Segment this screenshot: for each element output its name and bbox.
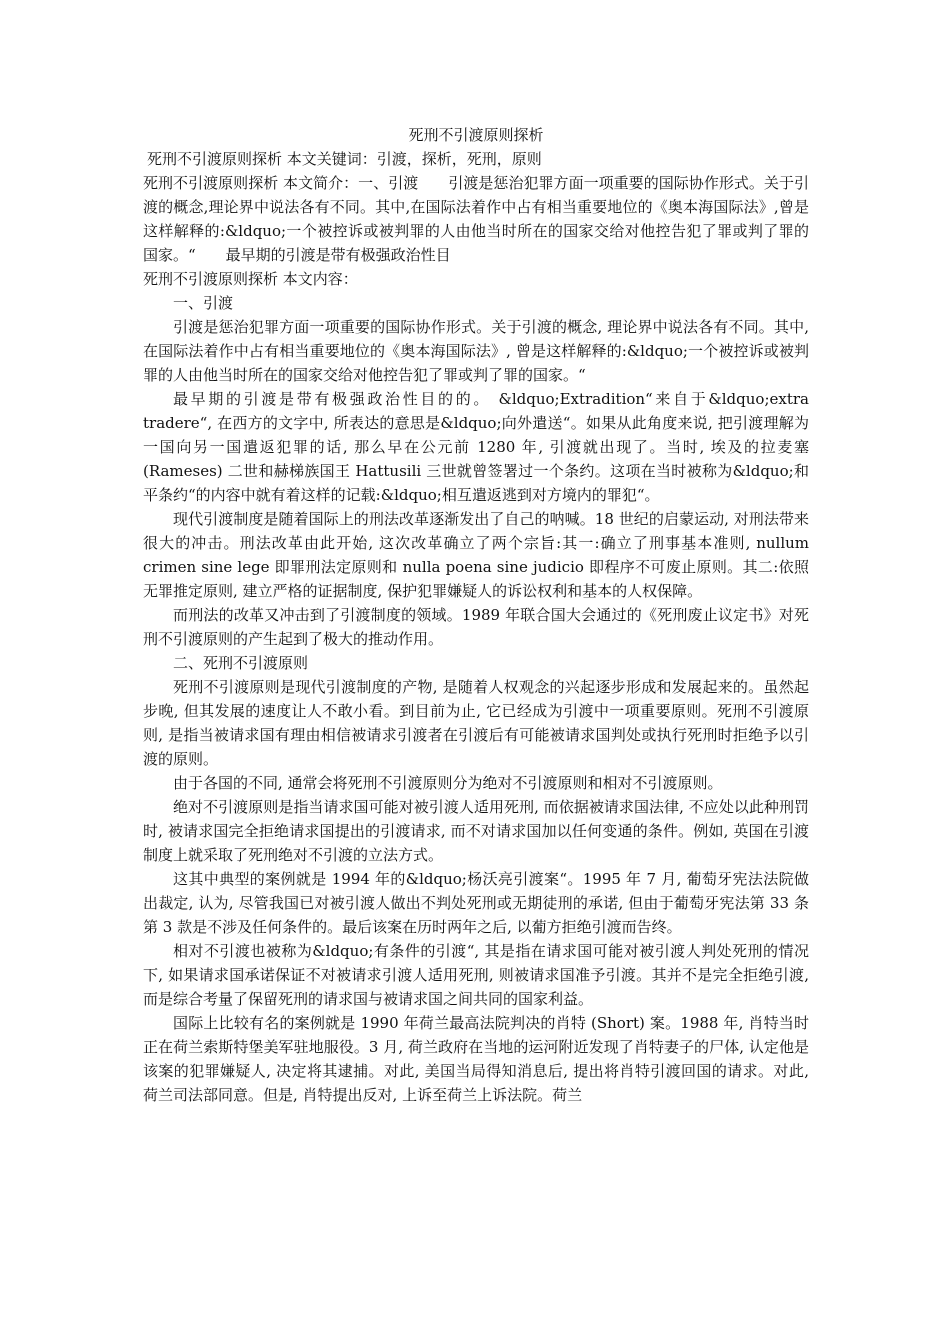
body-paragraph: 相对不引渡也被称为&ldquo;有条件的引渡“, 其是指在请求国可能对被引渡人判处死刑的情况下, 如果请求国承诺保证不对被请求引渡人适用死刑, 则被请求国准予引渡。其并不是完全拒绝引渡, 而是综合考量了保留死刑的请求国与被请求国之间共同的国家利益。: [143, 942, 809, 1008]
body-paragraph: 引渡是惩治犯罪方面一项重要的国际协作形式。关于引渡的概念, 理论界中说法各有不同。其中, 在国际法着作中占有相当重要地位的《奥本海国际法》, 曾是这样解释的:&ldquo;一个被控诉或被判罪的人由他当时所在的国家交给对他控告犯了罪或判了罪的国家。“: [143, 318, 809, 384]
body-paragraph: 这其中典型的案例就是 1994 年的&ldquo;杨沃亮引渡案“。1995 年 7 月, 葡萄牙宪法法院做出裁定, 认为, 尽管我国已对被引渡人做出不判处死刑或无期徒刑的承诺, 但由于葡萄牙宪法第 33 条第 3 款是不涉及任何条件的。最后该案在历时两年之后, 以葡方拒绝引渡而告终。: [143, 870, 809, 936]
body-paragraph: 最早期的引渡是带有极强政治性目的的。 &ldquo;Extradition“来自于&ldquo;extra tradere“, 在西方的文字中, 所表达的意思是&ldquo;向外遣送“。如果从此角度来说, 把引渡理解为一国向另一国遣返犯罪的话, 那么早在公元前 1280 年, 引渡就出现了。当时, 埃及的拉麦塞 (Rameses) 二世和赫梯族国王 Hattusili 三世就曾签署过一个条约。这项在当时被称为&ldquo;和平条约“的内容中就有着这样的记载:&ldquo;相互遣返逃到对方境内的罪犯“。: [143, 390, 809, 504]
body-paragraph: 现代引渡制度是随着国际上的刑法改革逐渐发出了自己的呐喊。18 世纪的启蒙运动, 对刑法带来很大的冲击。刑法改革由此开始, 这次改革确立了两个宗旨:其一:确立了刑事基本准则, nullum crimen sine lege 即罪刑法定原则和 nulla poena sine judicio 即程序不可废止原则。其二:依照无罪推定原则, 建立严格的证据制度, 保护犯罪嫌疑人的诉讼权利和基本的人权保障。: [143, 510, 809, 600]
section-heading-extradition: 一、引渡: [173, 294, 234, 312]
document-content: [143, 123, 809, 1107]
summary-line: 死刑不引渡原则探析 本文简介：一、引渡 引渡是惩治犯罪方面一项重要的国际协作形式。关于引渡的概念,理论界中说法各有不同。其中,在国际法着作中占有相当重要地位的《奥本海国际法》,曾是这样解释的:&ldquo;一个被控诉或被判罪的人由他当时所在的国家交给对他控告犯了罪或判了罪的国家。“ 最早期的引渡是带有极强政治性目: [143, 174, 809, 264]
section-heading-death-penalty-principle: 二、死刑不引渡原则: [173, 654, 309, 672]
body-paragraph: 而刑法的改革又冲击到了引渡制度的领域。1989 年联合国大会通过的《死刑废止议定书》对死刑不引渡原则的产生起到了极大的推动作用。: [143, 606, 809, 648]
body-paragraph: 死刑不引渡原则是现代引渡制度的产物, 是随着人权观念的兴起逐步形成和发展起来的。虽然起步晚, 但其发展的速度让人不敢小看。到目前为止, 它已经成为引渡中一项重要原则。死刑不引渡原则, 是指当被请求国有理由相信被请求引渡者在引渡后有可能被请求国判处或执行死刑时拒绝予以引渡的原则。: [143, 678, 809, 768]
keywords-line: 死刑不引渡原则探析 本文关键词：引渡，探析，死刑，原则: [147, 150, 542, 168]
body-paragraph: 由于各国的不同, 通常会将死刑不引渡原则分为绝对不引渡原则和相对不引渡原则。: [173, 774, 723, 792]
document-body: [143, 291, 809, 1107]
body-paragraph: 国际上比较有名的案例就是 1990 年荷兰最高法院判决的肖特 (Short) 案。1988 年, 肖特当时正在荷兰索斯特堡美军驻地服役。3 月, 荷兰政府在当地的运河附近发现了肖特妻子的尸体, 认定他是该案的犯罪嫌疑人, 决定将其逮捕。对此, 美国当局得知消息后, 提出将肖特引渡回国的请求。对此, 荷兰司法部同意。但是, 肖特提出反对, 上诉至荷兰上诉法院。荷兰: [143, 1014, 809, 1104]
document-title: 死刑不引渡原则探析: [408, 126, 544, 144]
content-label: 死刑不引渡原则探析 本文内容：: [143, 270, 358, 288]
body-paragraph: 绝对不引渡原则是指当请求国可能对被引渡人适用死刑, 而依据被请求国法律, 不应处以此种刑罚时, 被请求国完全拒绝请求国提出的引渡请求, 而不对请求国加以任何变通的条件。例如, 英国在引渡制度上就采取了死刑绝对不引渡的立法方式。: [143, 798, 809, 864]
